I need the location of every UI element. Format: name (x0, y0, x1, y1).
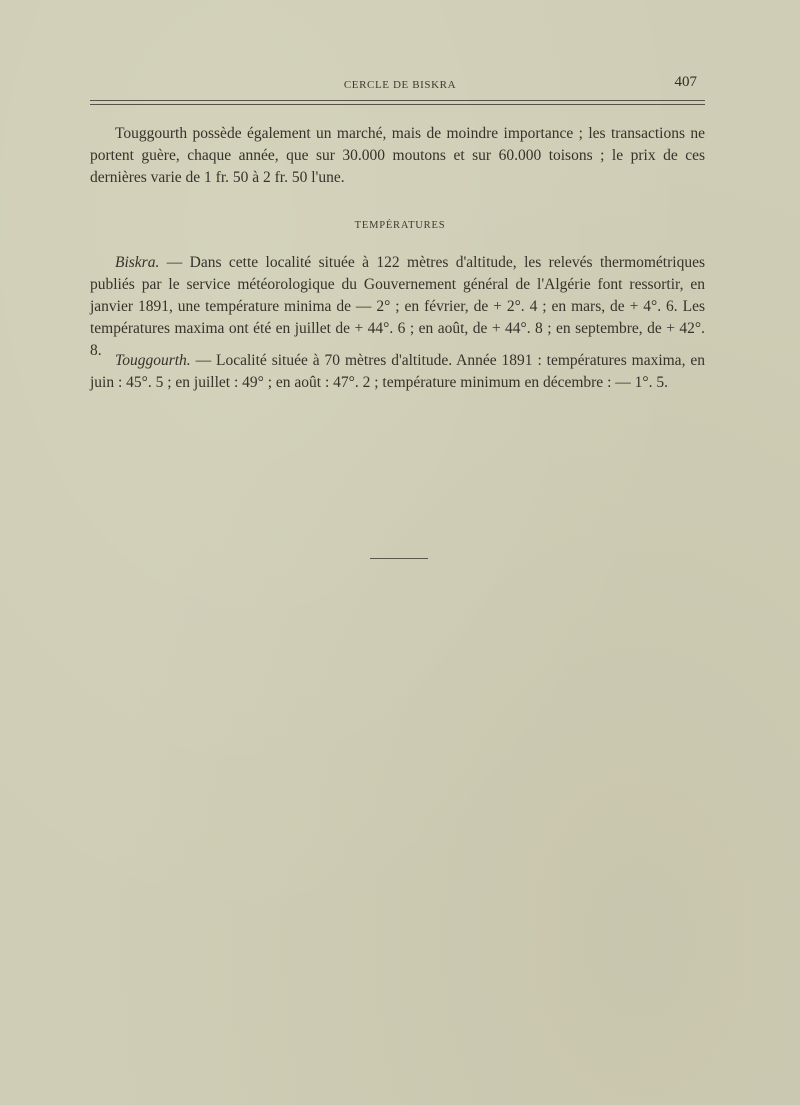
paragraph-touggourth-text: — Localité située à 70 mètres d'altitude. Année 1891 : températures maxima, en juin : 45°. 5 ; en juillet : 49° ; en août : 47°. 2 ; température minimum en décembre : — 1°. 5. (90, 352, 705, 391)
paragraph-biskra-text: — Dans cette localité située à 122 mètres d'altitude, les relevés thermométriques publiés par le service météorologique du Gouvernement général de l'Algérie font ressortir, en janvier 1891, une température minima de — 2° ; en février, de + 2°. 4 ; en mars, de + 4°. 6. Les températures maxima ont été en juillet de + 44°. 6 ; en août, de + 44°. 8 ; en septembre, de + 42°. 8. (90, 254, 705, 359)
section-heading-temperatures: TEMPÉRATURES (354, 220, 446, 231)
paragraph-biskra (90, 252, 705, 362)
paragraph-touggourth (90, 350, 705, 394)
running-header-title: CERCLE DE BISKRA (343, 79, 457, 91)
header-rule-bottom (90, 104, 705, 105)
place-name-touggourth: Touggourth. (115, 352, 191, 369)
page-number: 407 (674, 74, 697, 90)
place-name-biskra: Biskra. (115, 254, 160, 271)
paragraph-market (90, 123, 705, 189)
section-end-rule (370, 558, 428, 559)
header-rule-top (90, 100, 705, 101)
paragraph-market-text: Touggourth possède également un marché, mais de moindre importance ; les transactions ne portent guère, chaque année, que sur 30.000 moutons et sur 60.000 toisons ; le prix de ces dernières varie de 1 fr. 50 à 2 fr. 50 l'une. (90, 125, 705, 186)
